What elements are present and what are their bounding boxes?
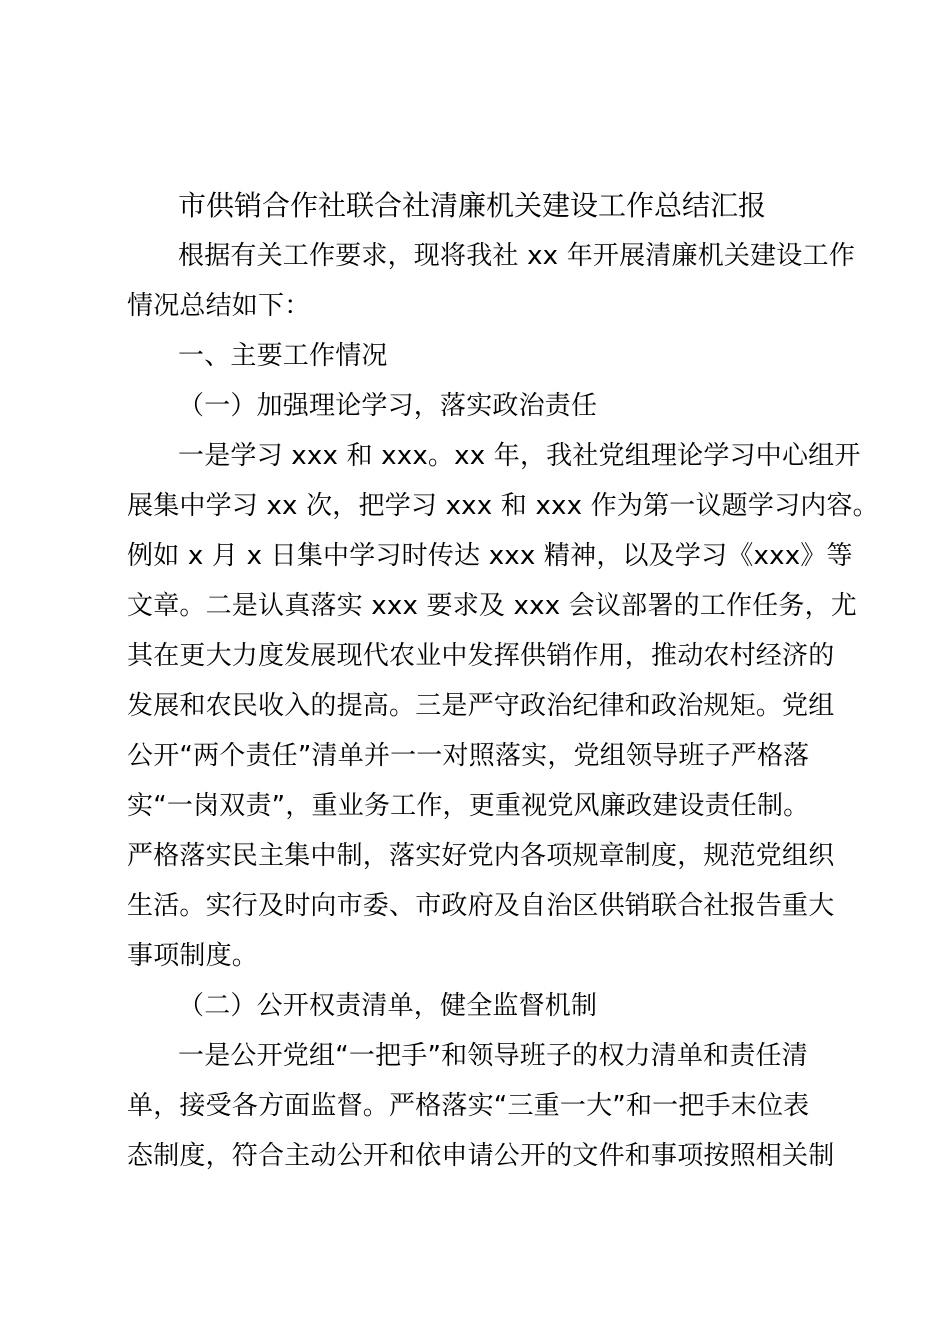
paragraph-line: 态制度，符合主动公开和依申请公开的文件和事项按照相关制 [127, 1141, 835, 1171]
paragraph-line: 严格落实民主集中制，落实好党内各项规章制度，规范党组织 [127, 841, 835, 871]
paragraph-line: 一是学习 xxx 和 xxx。xx 年，我社党组理论学习中心组开 [178, 441, 861, 471]
paragraph-line: 其在更大力度发展现代农业中发挥供销作用，推动农村经济的 [127, 641, 835, 671]
paragraph-line: 生活。实行及时向市委、市政府及自治区供销联合社报告重大 [127, 891, 835, 921]
subsection-heading: （一）加强理论学习，落实政治责任 [178, 391, 598, 421]
paragraph-line: 实“一岗双责”，重业务工作，更重视党风廉政建设责任制。 [127, 791, 810, 821]
document-title: 市供销合作社联合社清廉机关建设工作总结汇报 [178, 189, 767, 222]
paragraph-line: 文章。二是认真落实 xxx 要求及 xxx 会议部署的工作任务，尤 [127, 591, 857, 621]
paragraph-line: 一是公开党组“一把手”和领导班子的权力清单和责任清 [178, 1041, 808, 1071]
paragraph-line: 根据有关工作要求，现将我社 xx 年开展清廉机关建设工作 [178, 241, 855, 271]
paragraph-line: 展集中学习 xx 次，把学习 xxx 和 xxx 作为第一议题学习内容。 [127, 491, 879, 521]
paragraph-line: 公开“两个责任”清单并一一对照落实，党组领导班子严格落 [127, 741, 810, 771]
paragraph-line: 发展和农民收入的提高。三是严守政治纪律和政治规矩。党组 [127, 691, 835, 721]
section-heading: 一、主要工作情况 [178, 341, 388, 371]
subsection-heading: （二）公开权责清单，健全监督机制 [178, 991, 598, 1021]
paragraph-line: 单，接受各方面监督。严格落实“三重一大”和一把手末位表 [127, 1091, 810, 1121]
paragraph-line: 事项制度。 [127, 941, 259, 971]
paragraph-line: 例如 x 月 x 日集中学习时传达 xxx 精神，以及学习《xxx》等 [127, 541, 853, 571]
paragraph-line: 情况总结如下： [127, 291, 311, 321]
